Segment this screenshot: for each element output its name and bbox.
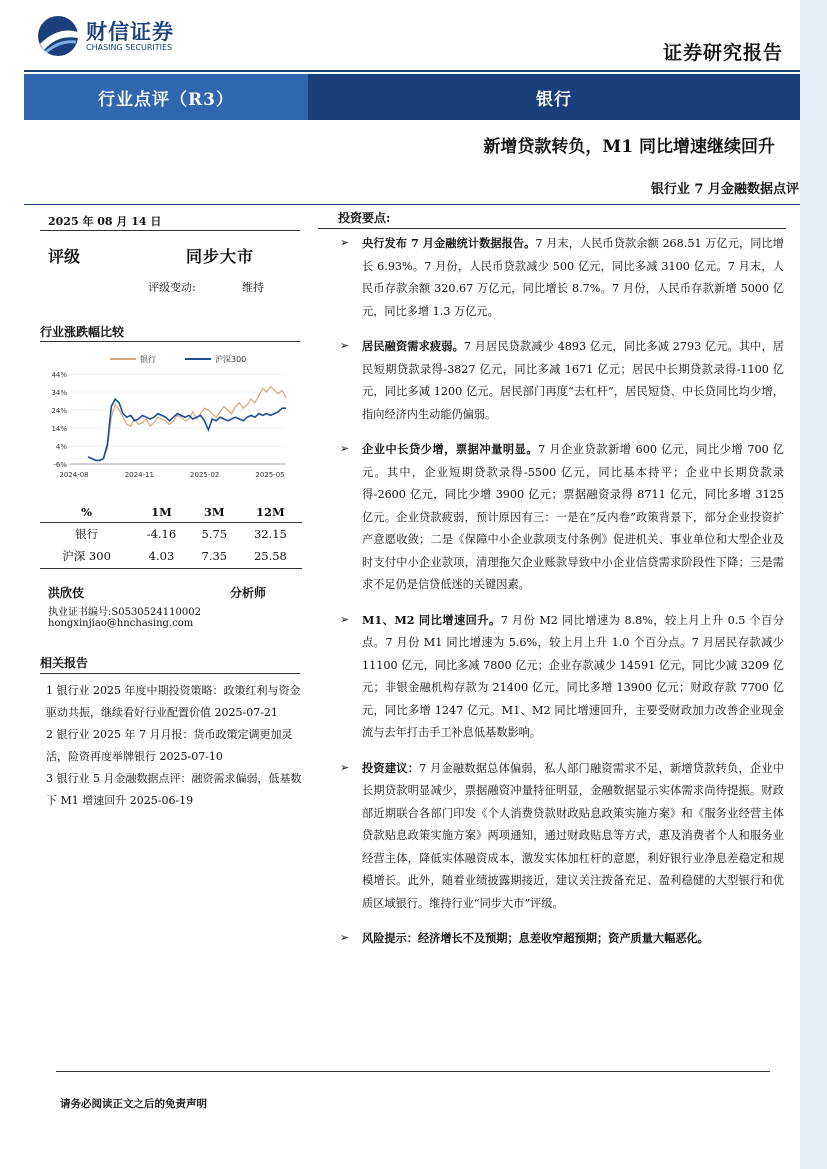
title-rule <box>24 204 800 205</box>
related-reports-title: 相关报告 <box>40 656 89 670</box>
logo-name-en: CHASING SECURITIES <box>86 43 173 52</box>
list-item <box>340 232 784 323</box>
list-item <box>340 335 784 426</box>
rating-change-label: 评级变动: <box>148 281 196 294</box>
table-row <box>40 522 302 545</box>
perf-cell: 7.35 <box>190 545 239 568</box>
x-tick-label: 2025-05 <box>255 471 285 479</box>
bullet-heading: M1、M2 同比增速回升。 <box>362 612 501 627</box>
analyst-role: 分析师 <box>230 586 267 600</box>
date-rule <box>40 230 300 231</box>
rating-label: 评级 <box>48 247 81 266</box>
table-row <box>40 545 302 568</box>
perf-header-cell: % <box>40 502 133 522</box>
report-title: 新增贷款转负，M1 同比增速继续回升 <box>483 137 775 157</box>
bullet-text: 7 月末，人民币贷款余额 268.51 万亿元，同比增长 6.93%。7 月份，人民币贷款减少 500 亿元，同比多减 3100 亿元。7 月末，人民币存款余额 320.67 万亿元，同比增长 8.7%。7 月份，人民币存款新增 5000 亿元，同比多增 1.3 万亿元。 <box>362 237 784 318</box>
perf-header-cell: 12M <box>239 502 302 522</box>
bullet-arrow-icon: ➢ <box>340 612 350 626</box>
perf-header-cell: 3M <box>190 502 239 522</box>
series-line-bank <box>88 387 286 461</box>
y-tick-label: 24% <box>51 407 67 415</box>
y-tick-label: 44% <box>51 371 67 379</box>
industry-performance-chart <box>30 346 300 484</box>
rating-change-value: 维持 <box>242 281 264 294</box>
bullet-text: 7 月居民贷款减少 4893 亿元，同比多减 2793 亿元。其中，居民短期贷款录得-3827 亿元，同比多减 1671 亿元；居民中长期贷款录得-1100 亿元，同比多减 1200 亿元。居民部门再度“去杠杆”，居民短贷、中长贷同比均少增，指向经济内生动能仍偏弱。 <box>362 340 784 421</box>
related-reports-list <box>46 680 308 812</box>
sector-band: 银行 <box>308 74 800 120</box>
list-item <box>340 927 784 951</box>
performance-table <box>40 502 302 569</box>
list-item[interactable]: 1 银行业 2025 年度中期投资策略：政策红利与资金驱动共振，继续看好行业配置价值 2025-07-21 <box>46 684 301 719</box>
company-logo <box>36 14 196 58</box>
chart-section-title: 行业涨跌幅比较 <box>40 325 125 339</box>
x-tick-label: 2025-02 <box>190 471 220 479</box>
list-item[interactable]: 3 银行业 5 月金融数据点评：融资需求偏弱，低基数下 M1 增速回升 2025-06-19 <box>46 772 302 807</box>
perf-cell: 5.75 <box>201 526 228 541</box>
performance-table-header <box>40 502 302 522</box>
bullet-heading: 企业中长贷少增，票据冲量明显。 <box>362 442 539 456</box>
list-item <box>340 438 784 597</box>
logo-emblem-icon <box>36 14 82 58</box>
bullet-heading: 居民融资需求疲弱。 <box>362 339 464 353</box>
related-reports-rule <box>40 673 300 674</box>
analyst-email[interactable]: hongxinjiao@hnchasing.com <box>48 618 194 629</box>
perf-header-cell: 1M <box>133 502 190 522</box>
bullet-text: 7 月企业贷款新增 600 亿元，同比少增 700 亿元。其中，企业短期贷款录得-5500 亿元，同比基本持平；企业中长期贷款录得-2600 亿元，同比少增 3900 亿元；票据融资录得 8711 亿元，同比多增 3125 亿元。企业贷款疲弱，预计原因有三：一是在“反内卷”政策背景下，部分企业投资扩产意愿收敛；二是《保障中小企业款项支付条例》促进机关、事业单位和大型企业及时支付中小企业款项，清理拖欠企业账款导致中小企业信贷需求阶段性下降；三是需求不足仍是信贷低迷的关键因素。 <box>362 443 784 591</box>
category-band: 行业点评（R3） <box>24 74 308 120</box>
y-tick-label: -6% <box>53 461 67 469</box>
chart-section-rule <box>40 341 300 342</box>
perf-cell: 沪深 300 <box>40 545 133 568</box>
y-tick-label: 34% <box>51 389 67 397</box>
perf-cell: 32.15 <box>253 526 287 541</box>
perf-cell: -4.16 <box>146 526 177 541</box>
investment-highlights-rule <box>318 228 786 229</box>
x-tick-label: 2024-11 <box>124 471 154 479</box>
header-rule <box>24 70 800 72</box>
list-item[interactable]: 2 银行业 2025 年 7 月月报：货币政策定调更加灵活，险资再度举牌银行 2025-07-10 <box>46 728 293 763</box>
perf-cell: 4.03 <box>133 545 190 568</box>
rating-value: 同步大市 <box>186 247 255 266</box>
bullet-arrow-icon: ➢ <box>340 236 350 249</box>
x-tick-label: 2024-08 <box>59 471 89 479</box>
report-type: 证券研究报告 <box>662 42 783 64</box>
y-tick-label: 4% <box>55 443 67 451</box>
investment-highlights-title: 投资要点: <box>338 211 391 225</box>
legend-label-csi300: 沪深300 <box>215 355 247 364</box>
y-tick-label: 14% <box>51 425 67 433</box>
bullet-heading: 风险提示：经济增长不及预期；息差收窄超预期；资产质量大幅恶化。 <box>362 931 709 945</box>
investment-highlights <box>340 232 784 963</box>
bullet-arrow-icon: ➢ <box>340 442 350 455</box>
bullet-arrow-icon: ➢ <box>340 931 350 944</box>
bullet-heading: 投资建议： <box>362 760 420 775</box>
legend-label-bank: 银行 <box>140 355 156 364</box>
footer-rule <box>56 1071 770 1072</box>
bullet-arrow-icon: ➢ <box>340 339 350 352</box>
bullet-heading: 央行发布 7 月金融统计数据报告。 <box>362 236 536 250</box>
logo-name: 财信证券 <box>86 20 174 44</box>
analyst-name: 洪欣伎 <box>48 586 85 600</box>
perf-cell: 25.58 <box>239 545 302 568</box>
disclaimer-note: 请务必阅读正文之后的免责声明 <box>60 1098 207 1110</box>
list-item <box>340 609 784 745</box>
analyst-cert: 执业证书编号:S0530524110002 <box>48 607 201 618</box>
list-item <box>340 757 784 916</box>
bullet-text: 7 月份 M2 同比增速为 8.8%，较上月上升 0.5 个百分点。7 月份 M1 同比增速为 5.6%，较上月上升 1.0 个百分点。7 月居民存款减少 11100 亿元，同比多减 7800 亿元；企业存款减少 14591 亿元，同比少减 3209 亿元；非银金融机构存款为 21400 亿元，同比多增 13900 亿元；财政存款 7700 亿元，同比多增 1247 亿元。M1、M2 同比增速回升，主要受财政加力改善企业现金流与去年打击手工补息低基数影响。 <box>362 613 785 739</box>
report-subtitle: 银行业 7 月金融数据点评 <box>650 182 799 197</box>
perf-cell: 银行 <box>75 526 99 541</box>
bullet-arrow-icon: ➢ <box>340 760 350 774</box>
bullet-text: 7 月金融数据总体偏弱，私人部门融资需求不足，新增贷款转负，企业中长期贷款明显减少，票据融资冲量特征明显，金融数据显示实体需求尚待提振。财政部近期联合各部门印发《个人消费贷款财政贴息政策实施方案》和《服务业经营主体贷款贴息政策实施方案》两项通知，通过财政贴息等方式，惠及消费者个人和服务业经营主体，降低实体融资成本，激发实体加杠杆的意愿，利好银行业净息差稳定和规模增长。此外，随着业绩披露期接近，建议关注拨备充足、盈利稳健的大型银行和优质区域银行。维持行业“同步大市”评级。 <box>362 761 784 910</box>
report-date: 2025 年 08 月 14 日 <box>48 215 162 228</box>
right-margin-stripe <box>800 0 827 1169</box>
